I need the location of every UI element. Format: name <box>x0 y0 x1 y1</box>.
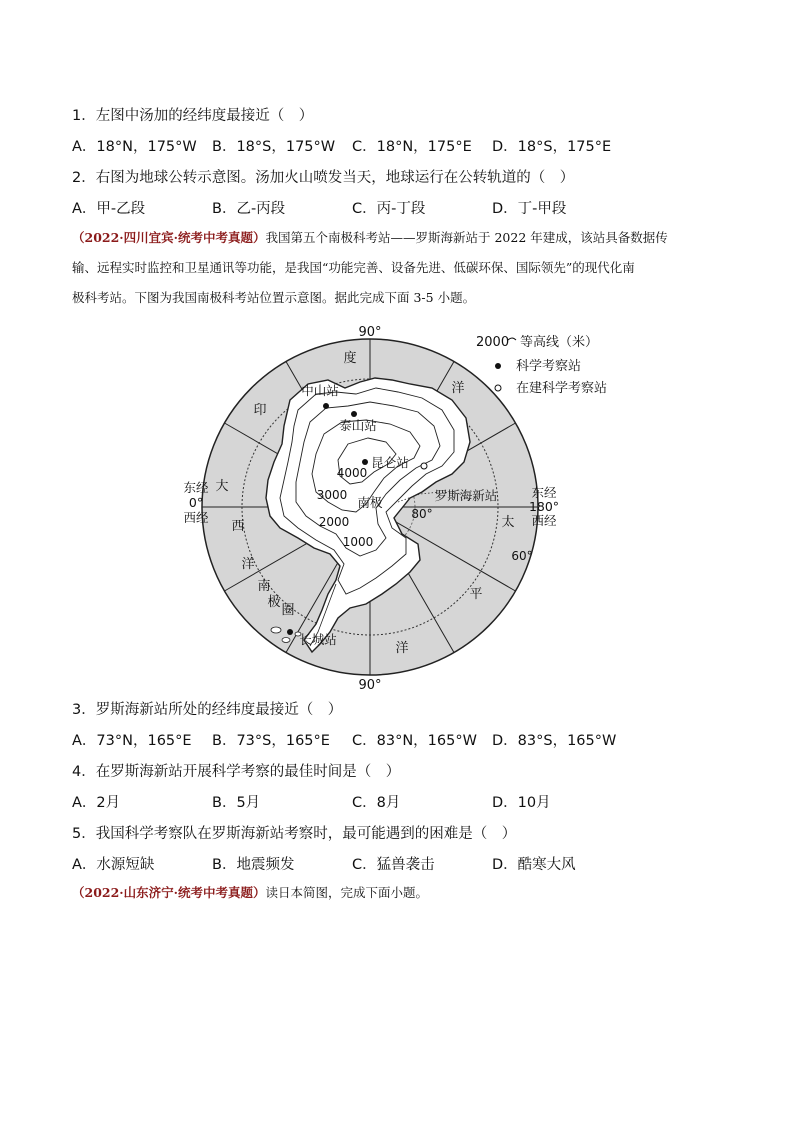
q1-option-b[interactable]: B．18°S，175°W <box>212 139 336 155</box>
q5-option-a[interactable]: A．水源短缺 <box>72 857 155 873</box>
legend-contour-text: 等高线（米） <box>520 335 599 350</box>
contour-label-1000: 1000 <box>342 535 374 549</box>
contour-label-3000: 3000 <box>316 488 348 502</box>
source-tag-2: （2022·山东济宁·统考中考真题） <box>72 885 266 900</box>
ocean-label-yang-pacific: 洋 <box>395 641 409 656</box>
intro-line-3: 极科考站。下图为我国南极科考站位置示意图。据此完成下面 3-5 小题。 <box>72 290 476 305</box>
label-right-180: 180° <box>528 499 560 514</box>
south-pole-label: 南极 <box>357 495 383 510</box>
question-2-stem: 2．右图为地球公转示意图。汤加火山喷发当天，地球运行在公转轨道的（ ） <box>72 170 575 186</box>
legend-contour-symbol <box>508 338 516 340</box>
intro-2-text: 读日本简图，完成下面小题。 <box>265 885 429 900</box>
ocean-label-yang-atlantic: 洋 <box>241 557 255 572</box>
q2-option-a[interactable]: A．甲-乙段 <box>72 201 146 217</box>
ocean-label-quan: 圈 <box>281 603 295 618</box>
ocean-label-yang-indian: 洋 <box>451 381 465 396</box>
ocean-label-du: 度 <box>343 351 357 366</box>
ocean-label-da: 大 <box>215 479 229 494</box>
taishan-station-marker <box>351 411 357 417</box>
island-1 <box>271 627 281 633</box>
q3-option-c[interactable]: C．83°N，165°W <box>352 733 477 749</box>
taishan-station-label: 泰山站 <box>339 418 377 433</box>
question-3-stem: 3．罗斯海新站所处的经纬度最接近（ ） <box>72 702 343 718</box>
ocean-label-tai: 太 <box>501 515 515 530</box>
label-left-east: 东经 <box>183 480 209 495</box>
legend-building-text: 在建科学考察站 <box>516 381 608 396</box>
contour-label-2000: 2000 <box>318 515 350 529</box>
q5-option-b[interactable]: B．地震频发 <box>212 857 295 873</box>
changcheng-station-marker <box>287 629 293 635</box>
ross-station-label: 罗斯海新站 <box>434 488 498 503</box>
legend-contour-value: 2000 <box>476 335 510 350</box>
label-bottom-90: 90° <box>358 678 382 692</box>
q1-option-d[interactable]: D．18°S，175°E <box>492 139 612 155</box>
legend-station-dot <box>495 363 501 369</box>
zhongshan-station-label: 中山站 <box>301 383 339 398</box>
label-right-east: 东经 <box>531 485 557 500</box>
label-top-90: 90° <box>358 325 382 340</box>
label-left-0: 0° <box>188 495 204 510</box>
intro-text-1: 我国第五个南极科考站——罗斯海新站于 2022 年建成，该站具备数据传 <box>265 230 668 245</box>
q3-option-b[interactable]: B．73°S，165°E <box>212 733 330 749</box>
ocean-label-ji: 极 <box>267 595 281 610</box>
q2-option-c[interactable]: C．丙-丁段 <box>352 201 426 217</box>
ocean-label-nan: 南 <box>257 579 271 594</box>
q1-option-a[interactable]: A．18°N，175°W <box>72 139 197 155</box>
q2-option-b[interactable]: B．乙-丙段 <box>212 201 286 217</box>
island-2 <box>282 638 290 643</box>
label-lat-80: 80° <box>411 507 433 521</box>
legend-station-text: 科学考察站 <box>516 359 582 374</box>
legend-building-dot <box>495 385 501 391</box>
q2-option-d[interactable]: D．丁-甲段 <box>492 201 567 217</box>
q5-option-d[interactable]: D．酷寒大风 <box>492 857 576 873</box>
intro-line-2: 输、远程实时监控和卫星通讯等功能，是我国“功能完善、设备先进、低碳环保、国际领先”的现代化南 <box>72 260 635 275</box>
q4-option-c[interactable]: C．8月 <box>352 795 401 811</box>
label-right-west: 西经 <box>531 513 557 528</box>
q4-option-b[interactable]: B．5月 <box>212 795 261 811</box>
changcheng-station-label: 长城站 <box>299 632 337 647</box>
ocean-label-ping: 平 <box>469 587 483 602</box>
q3-option-a[interactable]: A．73°N，165°E <box>72 733 192 749</box>
q3-option-d[interactable]: D．83°S，165°W <box>492 733 617 749</box>
question-1-stem: 1．左图中汤加的经纬度最接近（ ） <box>72 108 314 124</box>
kunlun-station-marker <box>362 459 368 465</box>
q5-option-c[interactable]: C．猛兽袭击 <box>352 857 435 873</box>
contour-label-4000: 4000 <box>336 466 368 480</box>
antarctic-stations-map <box>170 322 630 692</box>
ocean-label-yin: 印 <box>253 403 267 418</box>
q1-option-c[interactable]: C．18°N，175°E <box>352 139 472 155</box>
ross-station-marker <box>421 463 427 469</box>
intro-line-1 <box>72 223 722 253</box>
intro-paragraph-2 <box>72 878 722 908</box>
label-left-west: 西经 <box>183 510 209 525</box>
source-tag-1: （2022·四川宜宾·统考中考真题） <box>72 230 266 245</box>
intro-paragraph-1 <box>72 223 722 313</box>
question-4-stem: 4．在罗斯海新站开展科学考察的最佳时间是（ ） <box>72 764 401 780</box>
q4-option-d[interactable]: D．10月 <box>492 795 551 811</box>
zhongshan-station-marker <box>323 403 329 409</box>
kunlun-station-label: 昆仑站 <box>371 455 409 470</box>
label-lat-60: 60° <box>511 549 533 563</box>
ocean-label-xi: 西 <box>231 519 245 534</box>
question-5-stem: 5．我国科学考察队在罗斯海新站考察时，最可能遇到的困难是（ ） <box>72 826 517 842</box>
q4-option-a[interactable]: A．2月 <box>72 795 121 811</box>
